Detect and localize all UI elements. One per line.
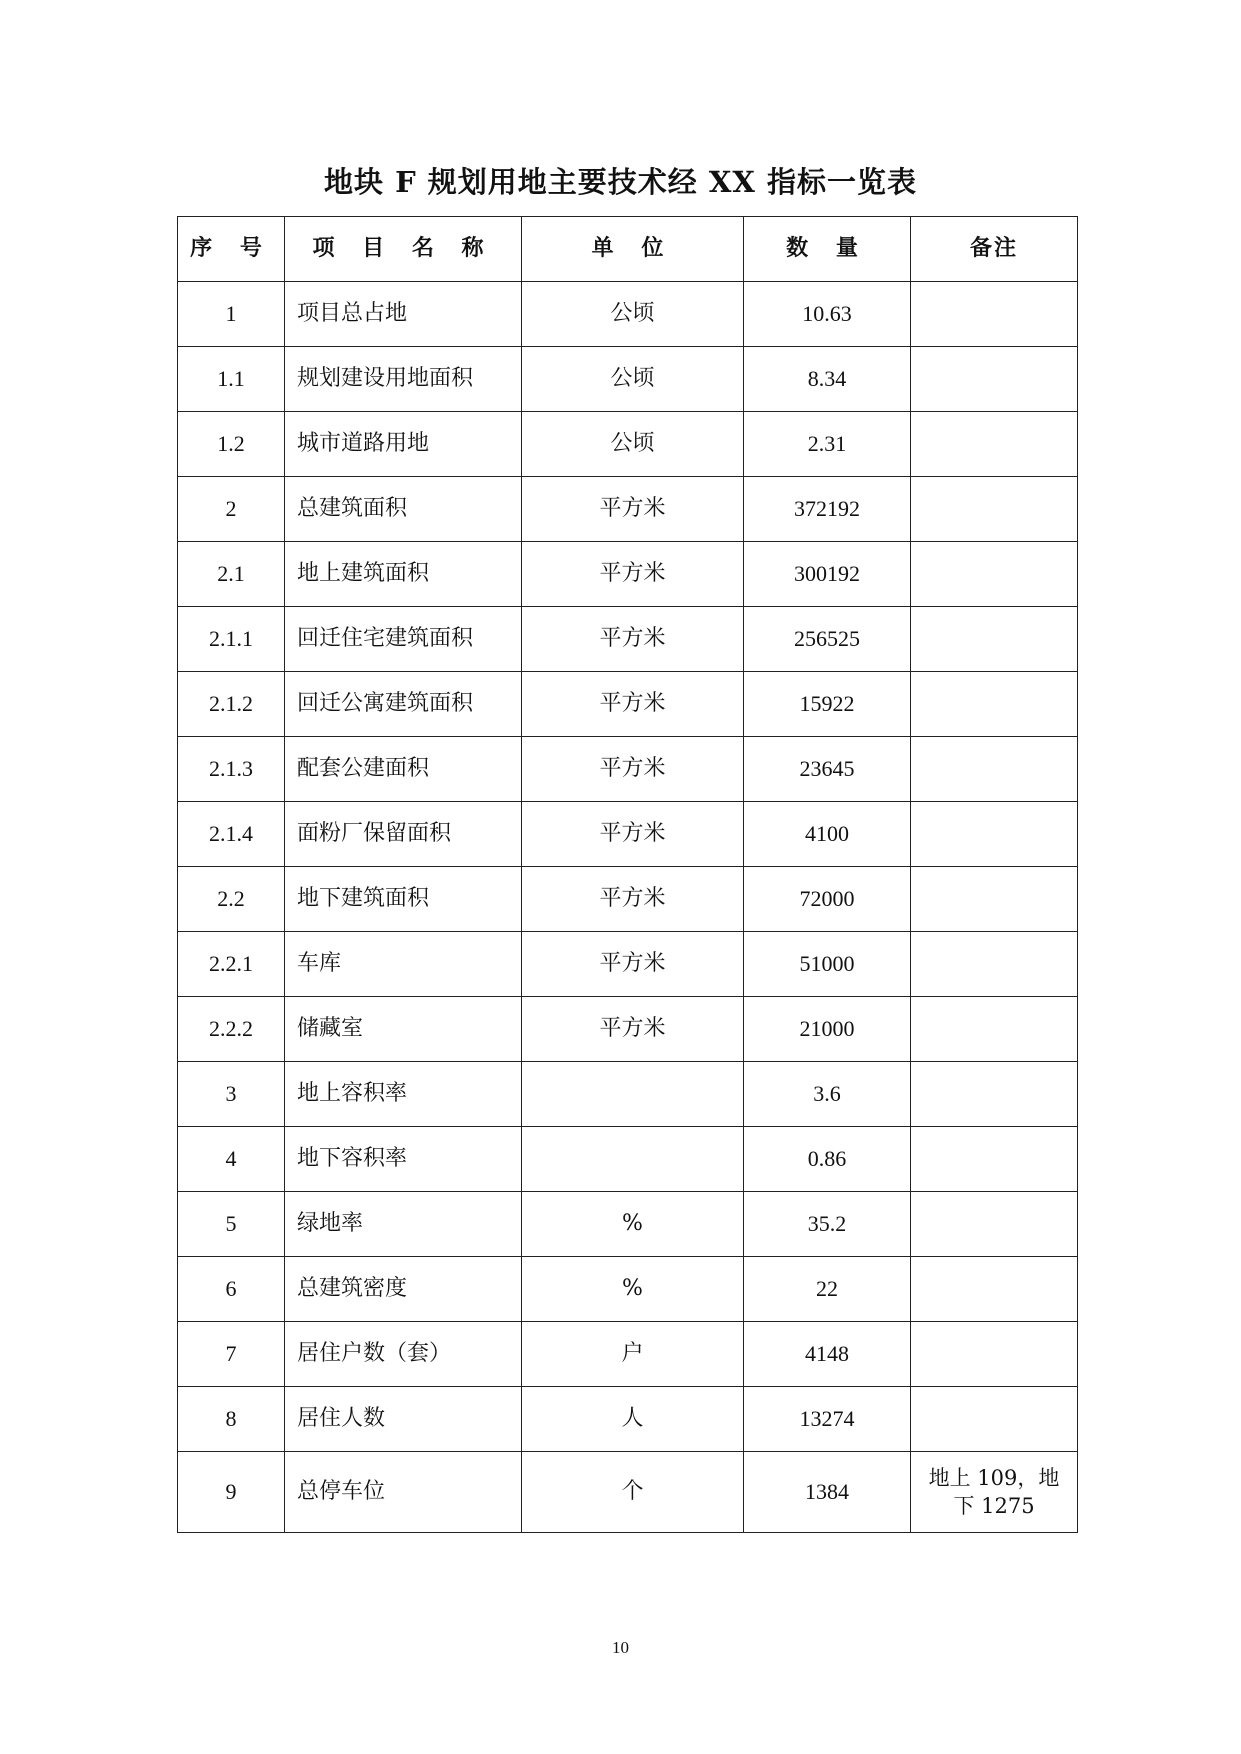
- row-unit: 平方米: [522, 542, 744, 607]
- row-note: 地上 109，地下 1275: [911, 1452, 1078, 1533]
- table-row: [178, 1452, 1078, 1533]
- row-name: 地下容积率: [285, 1127, 522, 1192]
- header-note: 备注: [911, 217, 1078, 282]
- table-row: [178, 412, 1078, 477]
- table-row: [178, 477, 1078, 542]
- page-number: 10: [612, 1638, 629, 1657]
- row-note: [911, 542, 1078, 607]
- row-name: 居住人数: [285, 1387, 522, 1452]
- row-name: 车库: [285, 932, 522, 997]
- row-unit: [522, 1062, 744, 1127]
- table-row: [178, 282, 1078, 347]
- table-row: [178, 1062, 1078, 1127]
- row-seq: 2.1: [178, 542, 285, 607]
- row-seq: 7: [178, 1322, 285, 1387]
- row-seq: 2.1.4: [178, 802, 285, 867]
- table-row: [178, 1387, 1078, 1452]
- table-row: [178, 347, 1078, 412]
- row-unit: 户: [522, 1322, 744, 1387]
- row-seq: 5: [178, 1192, 285, 1257]
- row-qty: 372192: [744, 477, 911, 542]
- row-name: 面粉厂保留面积: [285, 802, 522, 867]
- row-unit: %: [522, 1192, 744, 1257]
- row-note: [911, 672, 1078, 737]
- row-seq: 1.1: [178, 347, 285, 412]
- row-note: [911, 607, 1078, 672]
- row-qty: 3.6: [744, 1062, 911, 1127]
- row-name: 总建筑密度: [285, 1257, 522, 1322]
- row-unit: [522, 1127, 744, 1192]
- row-unit: 平方米: [522, 477, 744, 542]
- row-name: 配套公建面积: [285, 737, 522, 802]
- row-qty: 23645: [744, 737, 911, 802]
- row-seq: 2.1.3: [178, 737, 285, 802]
- row-seq: 2.2.1: [178, 932, 285, 997]
- row-seq: 6: [178, 1257, 285, 1322]
- row-seq: 8: [178, 1387, 285, 1452]
- row-name: 地下建筑面积: [285, 867, 522, 932]
- row-unit: 平方米: [522, 867, 744, 932]
- technical-indicators-table: [177, 216, 1078, 1533]
- row-note: [911, 867, 1078, 932]
- table-row: [178, 997, 1078, 1062]
- row-unit: 公顷: [522, 412, 744, 477]
- table-row: [178, 1257, 1078, 1322]
- row-name: 规划建设用地面积: [285, 347, 522, 412]
- row-name: 总停车位: [285, 1452, 522, 1533]
- row-name: 回迁公寓建筑面积: [285, 672, 522, 737]
- row-name: 总建筑面积: [285, 477, 522, 542]
- row-unit: 公顷: [522, 282, 744, 347]
- row-note: [911, 737, 1078, 802]
- row-seq: 9: [178, 1452, 285, 1533]
- row-note: [911, 932, 1078, 997]
- row-qty: 4148: [744, 1322, 911, 1387]
- row-note: [911, 1257, 1078, 1322]
- row-note: [911, 1127, 1078, 1192]
- table-header-row: [178, 217, 1078, 282]
- table-row: [178, 1192, 1078, 1257]
- row-seq: 2.1.1: [178, 607, 285, 672]
- table-row: [178, 672, 1078, 737]
- table-row: [178, 802, 1078, 867]
- row-note: [911, 412, 1078, 477]
- row-seq: 2.2: [178, 867, 285, 932]
- row-seq: 1.2: [178, 412, 285, 477]
- row-note: [911, 282, 1078, 347]
- row-note: [911, 1322, 1078, 1387]
- row-qty: 51000: [744, 932, 911, 997]
- table-row: [178, 542, 1078, 607]
- table-row: [178, 867, 1078, 932]
- row-qty: 35.2: [744, 1192, 911, 1257]
- row-seq: 1: [178, 282, 285, 347]
- row-qty: 10.63: [744, 282, 911, 347]
- row-note: [911, 477, 1078, 542]
- row-name: 地上容积率: [285, 1062, 522, 1127]
- table-row: [178, 1322, 1078, 1387]
- header-unit: 单 位: [522, 217, 744, 282]
- row-qty: 2.31: [744, 412, 911, 477]
- header-qty: 数 量: [744, 217, 911, 282]
- table-row: [178, 607, 1078, 672]
- row-name: 地上建筑面积: [285, 542, 522, 607]
- row-unit: 平方米: [522, 672, 744, 737]
- row-seq: 2: [178, 477, 285, 542]
- row-qty: 8.34: [744, 347, 911, 412]
- row-qty: 15922: [744, 672, 911, 737]
- row-qty: 22: [744, 1257, 911, 1322]
- row-qty: 4100: [744, 802, 911, 867]
- row-unit: 平方米: [522, 802, 744, 867]
- table-row: [178, 737, 1078, 802]
- table-row: [178, 932, 1078, 997]
- header-name: 项 目 名 称: [285, 217, 522, 282]
- row-qty: 256525: [744, 607, 911, 672]
- row-unit: 平方米: [522, 997, 744, 1062]
- row-qty: 13274: [744, 1387, 911, 1452]
- row-qty: 0.86: [744, 1127, 911, 1192]
- row-name: 城市道路用地: [285, 412, 522, 477]
- row-unit: 平方米: [522, 607, 744, 672]
- row-note: [911, 1387, 1078, 1452]
- row-unit: 公顷: [522, 347, 744, 412]
- row-note: [911, 1062, 1078, 1127]
- row-unit: 平方米: [522, 932, 744, 997]
- row-note: [911, 347, 1078, 412]
- row-seq: 4: [178, 1127, 285, 1192]
- header-seq: 序 号: [178, 217, 285, 282]
- row-seq: 3: [178, 1062, 285, 1127]
- row-seq: 2.1.2: [178, 672, 285, 737]
- row-note: [911, 997, 1078, 1062]
- row-unit: 平方米: [522, 737, 744, 802]
- row-qty: 1384: [744, 1452, 911, 1533]
- row-unit: 个: [522, 1452, 744, 1533]
- row-unit: %: [522, 1257, 744, 1322]
- row-name: 回迁住宅建筑面积: [285, 607, 522, 672]
- row-note: [911, 802, 1078, 867]
- row-qty: 21000: [744, 997, 911, 1062]
- row-seq: 2.2.2: [178, 997, 285, 1062]
- table-row: [178, 1127, 1078, 1192]
- row-name: 项目总占地: [285, 282, 522, 347]
- row-name: 储藏室: [285, 997, 522, 1062]
- row-unit: 人: [522, 1387, 744, 1452]
- page-title: 地块 F 规划用地主要技术经 XX 指标一览表: [324, 165, 917, 199]
- row-qty: 300192: [744, 542, 911, 607]
- row-name: 居住户数（套）: [285, 1322, 522, 1387]
- row-note: [911, 1192, 1078, 1257]
- row-name: 绿地率: [285, 1192, 522, 1257]
- row-qty: 72000: [744, 867, 911, 932]
